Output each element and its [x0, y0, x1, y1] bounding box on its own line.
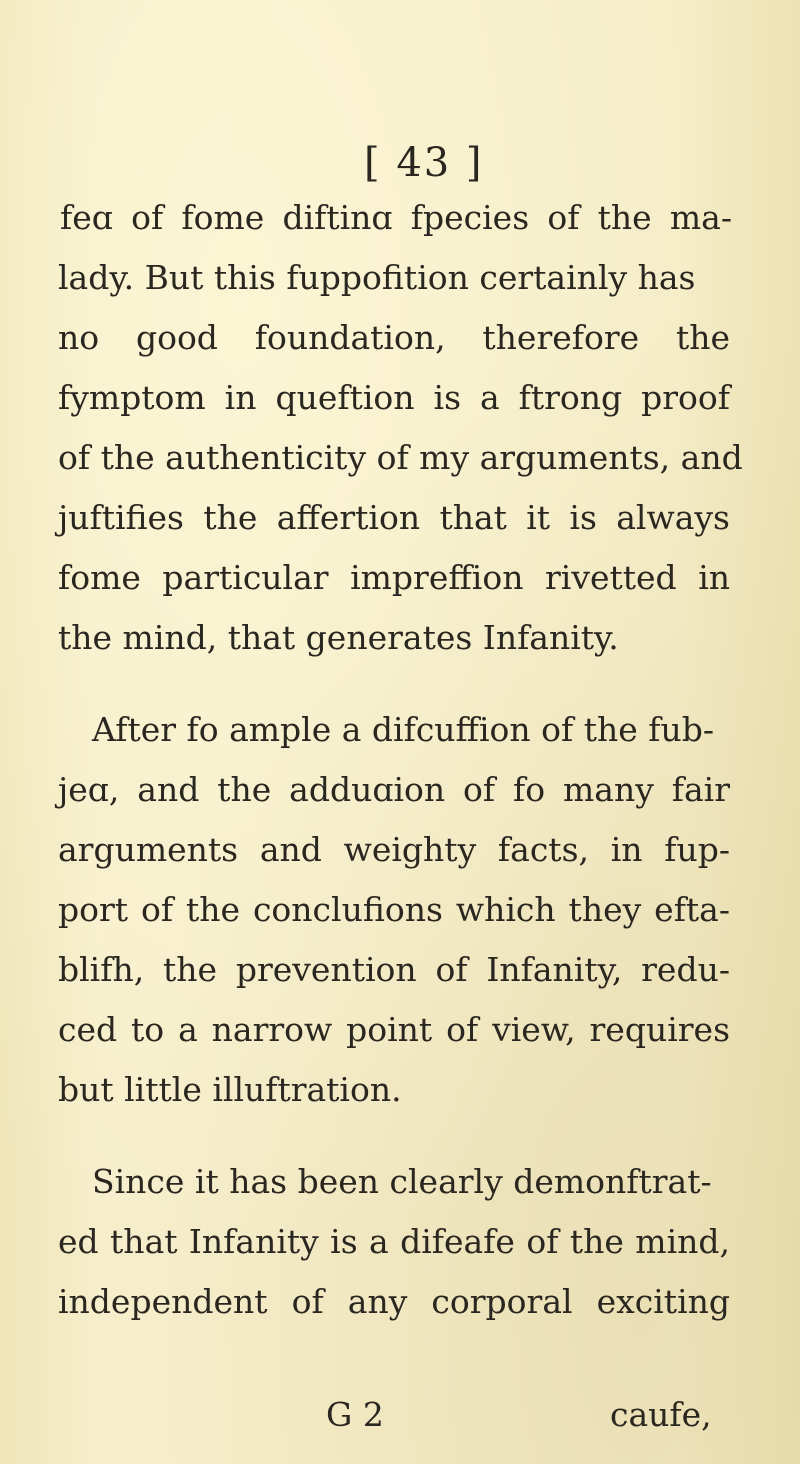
text-line: After fo ample a difcuffion of the fub- — [92, 710, 715, 749]
signature-mark: G 2 — [326, 1395, 384, 1434]
text-line: but little illuftration. — [58, 1070, 402, 1109]
catchword: caufe, — [610, 1395, 712, 1434]
text-line: fome particular impreffion rivetted in — [58, 558, 730, 597]
text-line: arguments and weighty facts, in fup- — [58, 830, 730, 869]
text-line: feɑ of fome diftinɑ fpecies of the ma- — [60, 198, 732, 237]
text-line: independent of any corporal exciting — [58, 1282, 730, 1321]
text-line: the mind, that generates Infanity. — [58, 618, 619, 657]
text-line: ed that Infanity is a difeafe of the mind, — [58, 1222, 730, 1261]
page-number: [ 43 ] — [364, 140, 484, 186]
text-line: jeɑ, and the adduɑion of fo many fair — [58, 770, 730, 809]
text-line: no good foundation, therefore the — [58, 318, 730, 357]
text-line: port of the conclufions which they efta- — [58, 890, 730, 929]
text-line: Since it has been clearly demonftrat- — [92, 1162, 712, 1201]
text-line: of the authenticity of my arguments, and — [58, 438, 743, 477]
text-line: ced to a narrow point of view, requires — [58, 1010, 730, 1049]
text-line: juftifies the affertion that it is always — [58, 498, 730, 537]
text-line: fymptom in queftion is a ftrong proof — [58, 378, 730, 417]
text-line: lady. But this fuppofition certainly has — [58, 258, 696, 297]
text-line: blifh, the prevention of Infanity, redu- — [58, 950, 730, 989]
